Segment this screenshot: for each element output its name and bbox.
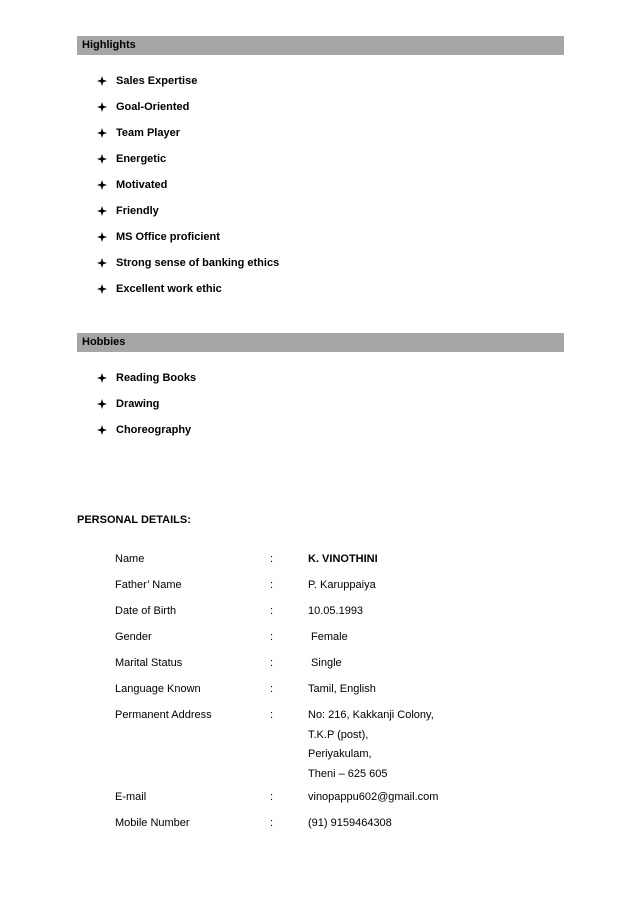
address-line: Theni – 625 605: [308, 767, 388, 780]
detail-separator: :: [270, 817, 274, 829]
detail-row-dob: [115, 601, 535, 627]
detail-separator: :: [270, 553, 274, 565]
list-item: [97, 365, 196, 391]
detail-row-email: [115, 787, 535, 813]
highlight-text: Excellent work ethic: [116, 283, 222, 295]
highlight-text: Goal-Oriented: [116, 101, 190, 113]
diamond-bullet-icon: [97, 180, 107, 190]
address-line: No: 216, Kakkanji Colony,: [308, 709, 434, 721]
detail-label: Language Known: [115, 683, 201, 695]
diamond-bullet-icon: [97, 399, 107, 409]
detail-value-dob: 10.05.1993: [308, 605, 364, 617]
detail-separator: :: [270, 579, 274, 591]
diamond-bullet-icon: [97, 154, 107, 164]
list-item: [97, 172, 279, 198]
highlight-text: Motivated: [116, 179, 168, 191]
detail-row-marital: [115, 653, 535, 679]
detail-row-gender: [115, 627, 535, 653]
detail-value-gender: Female: [308, 631, 348, 643]
diamond-bullet-icon: [97, 373, 107, 383]
detail-separator: :: [270, 605, 274, 617]
hobbies-list: [97, 365, 196, 443]
list-item: [97, 250, 279, 276]
address-line: Periyakulam,: [308, 748, 372, 760]
hobby-text: Reading Books: [116, 372, 197, 384]
diamond-bullet-icon: [97, 425, 107, 435]
detail-label: E-mail: [115, 791, 147, 803]
hobbies-header: Hobbies: [77, 333, 564, 352]
detail-row-address: [115, 705, 535, 787]
detail-label: Marital Status: [115, 657, 183, 669]
detail-label: Mobile Number: [115, 817, 190, 829]
list-item: [97, 198, 279, 224]
detail-label: Date of Birth: [115, 605, 177, 617]
highlight-text: Team Player: [116, 127, 181, 139]
list-item: [97, 68, 279, 94]
detail-separator: :: [270, 791, 274, 803]
list-item: [97, 146, 279, 172]
detail-label: Father’ Name: [115, 579, 182, 591]
diamond-bullet-icon: [97, 284, 107, 294]
highlights-header: Highlights: [77, 36, 564, 55]
hobby-text: Choreography: [116, 424, 192, 436]
detail-separator: :: [270, 683, 274, 695]
detail-value-language: Tamil, English: [308, 683, 376, 695]
diamond-bullet-icon: [97, 102, 107, 112]
detail-value-marital: Single: [308, 657, 342, 669]
highlight-text: MS Office proficient: [116, 231, 220, 243]
highlight-text: Strong sense of banking ethics: [116, 257, 280, 269]
diamond-bullet-icon: [97, 206, 107, 216]
detail-separator: :: [270, 709, 274, 721]
diamond-bullet-icon: [97, 128, 107, 138]
list-item: [97, 276, 279, 302]
list-item: [97, 94, 279, 120]
detail-value-mobile: (91) 9159464308: [308, 817, 392, 829]
detail-value-father: P. Karuppaiya: [308, 579, 376, 591]
personal-details-table: [115, 549, 535, 839]
highlights-list: [97, 68, 279, 302]
highlight-text: Friendly: [116, 205, 159, 217]
list-item: [97, 391, 196, 417]
detail-row-father: [115, 575, 535, 601]
diamond-bullet-icon: [97, 232, 107, 242]
hobby-text: Drawing: [116, 398, 160, 410]
detail-separator: :: [270, 657, 274, 669]
list-item: [97, 417, 196, 443]
detail-label: Name: [115, 553, 145, 565]
detail-row-name: [115, 549, 535, 575]
list-item: [97, 120, 279, 146]
highlight-text: Energetic: [116, 153, 167, 165]
address-line: T.K.P (post),: [308, 728, 369, 741]
highlight-text: Sales Expertise: [116, 75, 198, 87]
detail-label: Permanent Address: [115, 709, 212, 721]
detail-value-address: [308, 705, 535, 787]
detail-label: Gender: [115, 631, 152, 643]
detail-value-name: K. VINOTHINI: [308, 553, 378, 565]
detail-row-language: [115, 679, 535, 705]
detail-value-email: vinopappu602@gmail.com: [308, 791, 439, 803]
list-item: [97, 224, 279, 250]
personal-details-heading: PERSONAL DETAILS:: [77, 514, 191, 526]
diamond-bullet-icon: [97, 76, 107, 86]
detail-row-mobile: [115, 813, 535, 839]
detail-separator: :: [270, 631, 274, 643]
diamond-bullet-icon: [97, 258, 107, 268]
